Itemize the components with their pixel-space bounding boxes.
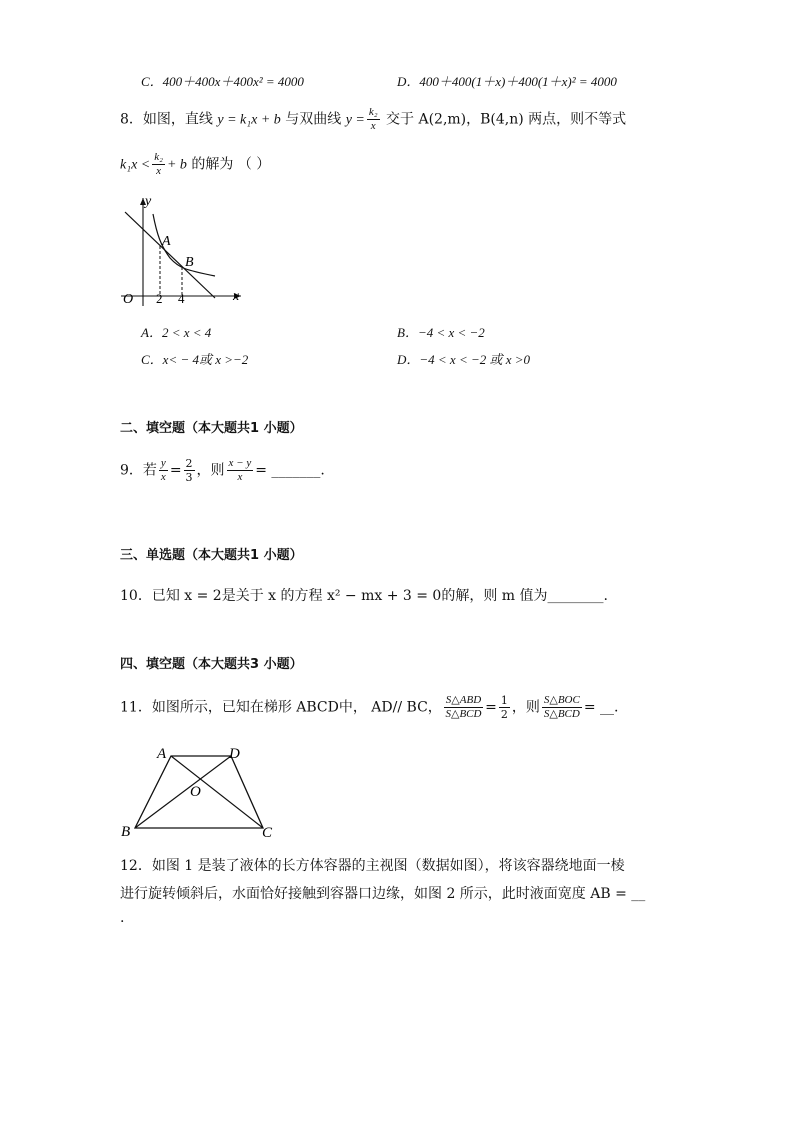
q7-option-d: D．400＋400(1＋x)＋400(1＋x)² = 4000: [397, 74, 617, 89]
q11-equals: =: [485, 699, 497, 716]
q9-fraction-y-over-x: $\frac{y}{x}$: [160, 457, 166, 483]
point-b-label: B: [185, 255, 194, 270]
intersection-o-label: O: [190, 784, 201, 800]
q8-stem-line1: [120, 107, 626, 132]
tick-label-2: 2: [156, 291, 163, 306]
q11-trapezoid-figure: [115, 740, 285, 840]
q8-inequality-rhs: + b: [166, 157, 187, 173]
q8-option-b: B．−4 < x < −2: [397, 325, 485, 340]
vertex-c-label: C: [262, 825, 273, 840]
q8-line-equation: y = k₁x + b: [217, 112, 281, 128]
section-heading-3: 三、单选题（本大题共1 小题）: [120, 548, 303, 563]
q11-fraction-1-over-2: $\frac{1}{2}$: [500, 694, 508, 721]
q11-answer-blank: = __.: [583, 699, 619, 716]
q8-suffix-text: 交于 A(2,m)，B(4,n) 两点，则不等式: [386, 111, 627, 128]
q9-stem: [120, 458, 325, 483]
section-heading-2: 二、填空题（本大题共1 小题）: [120, 421, 303, 436]
q8-inequality-lhs: k₁x <: [120, 157, 151, 173]
q7-option-c: C．400＋400x＋400x² = 4000: [141, 74, 304, 89]
point-a-label: A: [162, 234, 171, 249]
line-graph: [125, 212, 215, 298]
origin-label: O: [123, 292, 134, 307]
q8-hyperbola-lhs: y =: [345, 112, 365, 128]
q11-area-ratio-target: $\frac{\text{S△BOC}}{\text{S△BCD}}$: [543, 694, 580, 720]
vertex-d-label: D: [229, 746, 240, 762]
vertex-a-label: A: [157, 746, 167, 762]
q12-stem-line2: 进行旋转倾斜后，水面恰好接触到容器口边缘，如图 2 所示，此时液面宽度 AB = __: [120, 886, 646, 902]
q9-then: ，则: [196, 462, 225, 479]
q11-area-ratio-given: $\frac{\text{S△ABD}}{\text{S△BCD}}$: [445, 694, 482, 720]
q11-then: ，则: [511, 699, 540, 716]
q11-prefix: 11．如图所示，已知在梯形 ABCD中， AD// BC，: [120, 699, 442, 716]
q8-inequality-fraction: $\frac{\text{k₂}}{x}$: [154, 151, 163, 177]
q9-fraction-2-over-3: $\frac{2}{3}$: [185, 457, 193, 484]
q8-answer-blank: 的解为 （ ）: [191, 156, 271, 173]
q8-hyperbola-fraction: $\frac{\text{k₂}}{x}$: [368, 106, 378, 132]
q9-fraction-target: $\frac{x - y}{x}$: [228, 457, 252, 483]
q9-equals: =: [169, 462, 182, 479]
q8-prefix: 8．如图，直线: [120, 111, 213, 128]
section-heading-4: 四、填空题（本大题共3 小题）: [120, 657, 303, 672]
vertex-b-label: B: [121, 824, 131, 840]
q12-stem-line3: .: [120, 910, 125, 926]
tick-label-4: 4: [178, 291, 185, 306]
q10-stem: 10．已知 x = 2是关于 x 的方程 x² − mx + 3 = 0的解，则 m 值为________.: [120, 588, 608, 604]
q8-stem-line2: [120, 152, 270, 177]
q8-option-a: A．2 < x < 4: [141, 325, 212, 340]
q8-option-d: D．−4 < x < −2 或 x >0: [397, 352, 531, 367]
q8-graph-figure: [115, 190, 255, 310]
q12-stem-line1: 12．如图 1 是装了液体的长方体容器的主视图（数据如图），将该容器绕地面一棱: [120, 858, 625, 874]
y-axis-label: y: [145, 194, 152, 209]
q8-mid-text: 与双曲线: [285, 111, 342, 128]
x-axis-label: x: [233, 289, 240, 304]
q11-stem: [120, 695, 618, 720]
q9-prefix: 9．若: [120, 462, 157, 479]
q8-option-c: C．x< − 4或 x >−2: [141, 352, 249, 367]
q9-answer-blank: = _______.: [255, 462, 325, 479]
